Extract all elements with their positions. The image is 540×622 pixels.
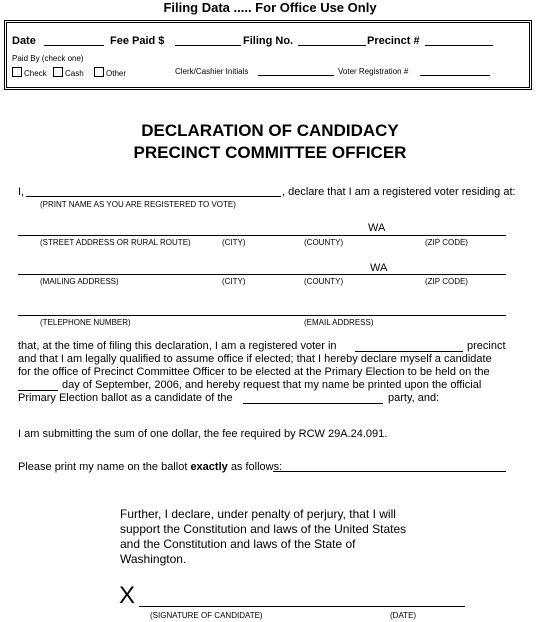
fee-paid-label: Fee Paid $	[110, 35, 165, 47]
oath-line-3: and the Constitution and laws of the State of	[120, 537, 356, 551]
other-option-label: Other	[106, 69, 127, 78]
paragraph-line-4: day of September, 2006, and hereby request that my name be printed upon the official	[62, 379, 482, 391]
other-checkbox[interactable]	[94, 67, 104, 77]
ballot-name-field[interactable]	[273, 471, 506, 472]
filing-no-field[interactable]	[298, 45, 366, 46]
zip-caption-residence: (ZIP CODE)	[425, 238, 468, 247]
declaration-title: DECLARATION OF CANDIDACY	[141, 121, 399, 140]
residence-address-field[interactable]	[18, 235, 506, 236]
clerk-initials-label: Clerk/Cashier Initials	[175, 67, 249, 76]
voter-registration-field[interactable]	[420, 75, 490, 76]
paid-by-other-option[interactable]	[94, 67, 126, 78]
email-caption: (EMAIL ADDRESS)	[304, 318, 374, 327]
phone-email-field[interactable]	[18, 315, 506, 316]
date-label: Date	[12, 35, 36, 47]
paragraph-line-3: for the office of Precinct Committee Officer to be elected at the Primary Election to be held on the	[18, 366, 490, 378]
mailing-address-caption: (MAILING ADDRESS)	[40, 277, 119, 286]
ballot-prefix: Please print my name on the ballot	[18, 461, 188, 473]
city-caption-residence: (CITY)	[222, 238, 246, 247]
voter-registration-label: Voter Registration #	[338, 67, 409, 76]
clerk-initials-field[interactable]	[258, 75, 334, 76]
oath-line-2: support the Constitution and laws of the United States	[120, 522, 407, 536]
paid-by-label: Paid By (check one)	[12, 54, 84, 63]
filing-no-label: Filing No.	[243, 35, 294, 47]
ballot-suffix: as follows:	[230, 461, 283, 473]
print-name-caption: (PRINT NAME AS YOU ARE REGISTERED TO VOTE)	[40, 200, 236, 209]
oath-block	[120, 507, 406, 567]
fee-paid-field[interactable]	[175, 45, 241, 46]
paragraph-line-1-end: precinct	[467, 340, 506, 352]
date-field[interactable]	[44, 45, 104, 46]
paragraph-line-5-end: party, and:	[388, 392, 440, 404]
fee-statement: I am submitting the sum of one dollar, the fee required by RCW 29A.24.091.	[18, 428, 388, 440]
zip-caption-mailing: (ZIP CODE)	[425, 277, 468, 286]
oath-line-4: Washington.	[120, 552, 187, 566]
paid-by-check-option[interactable]	[12, 67, 47, 78]
date-caption: (DATE)	[390, 611, 417, 620]
street-address-caption: (STREET ADDRESS OR RURAL ROUTE)	[40, 238, 191, 247]
election-day-field[interactable]	[18, 390, 58, 391]
paragraph-line-1: that, at the time of filing this declaration, I am a registered voter in	[18, 340, 337, 352]
signature-caption: (SIGNATURE OF CANDIDATE)	[150, 611, 263, 620]
ballot-bold: exactly	[190, 461, 228, 473]
declaration-subtitle: PRECINCT COMMITTEE OFFICER	[133, 143, 407, 162]
precinct-no-field[interactable]	[425, 45, 493, 46]
paid-by-cash-option[interactable]	[53, 67, 84, 78]
telephone-caption: (TELEPHONE NUMBER)	[40, 318, 131, 327]
party-field[interactable]	[243, 403, 383, 404]
state-text-mailing: WA	[370, 262, 388, 274]
declare-text: , declare that I am a registered voter residing at:	[282, 186, 516, 198]
cash-checkbox[interactable]	[53, 67, 63, 77]
state-text-residence: WA	[368, 222, 386, 234]
check-option-label: Check	[24, 69, 47, 78]
paragraph-line-5: Primary Election ballot as a candidate of the	[18, 392, 233, 404]
check-checkbox[interactable]	[12, 67, 22, 77]
oath-line-1: Further, I declare, under penalty of perjury, that I will	[120, 507, 396, 521]
candidate-name-field[interactable]	[26, 196, 281, 197]
mailing-address-field[interactable]	[18, 274, 506, 275]
precinct-no-label: Precinct #	[367, 35, 420, 47]
county-caption-residence: (COUNTY)	[304, 238, 344, 247]
office-use-heading: Filing Data ..... For Office Use Only	[163, 0, 377, 15]
city-caption-mailing: (CITY)	[222, 277, 246, 286]
paragraph-line-2: and that I am legally qualified to assume office if elected; that I hereby declare myself a candidate	[18, 353, 492, 365]
county-caption-mailing: (COUNTY)	[304, 277, 344, 286]
precinct-name-field[interactable]	[355, 351, 463, 352]
signature-field[interactable]	[139, 606, 465, 607]
i-label: I,	[18, 186, 25, 198]
cash-option-label: Cash	[65, 69, 84, 78]
ballot-name-label	[18, 461, 282, 475]
signature-x-mark: X	[119, 582, 136, 609]
